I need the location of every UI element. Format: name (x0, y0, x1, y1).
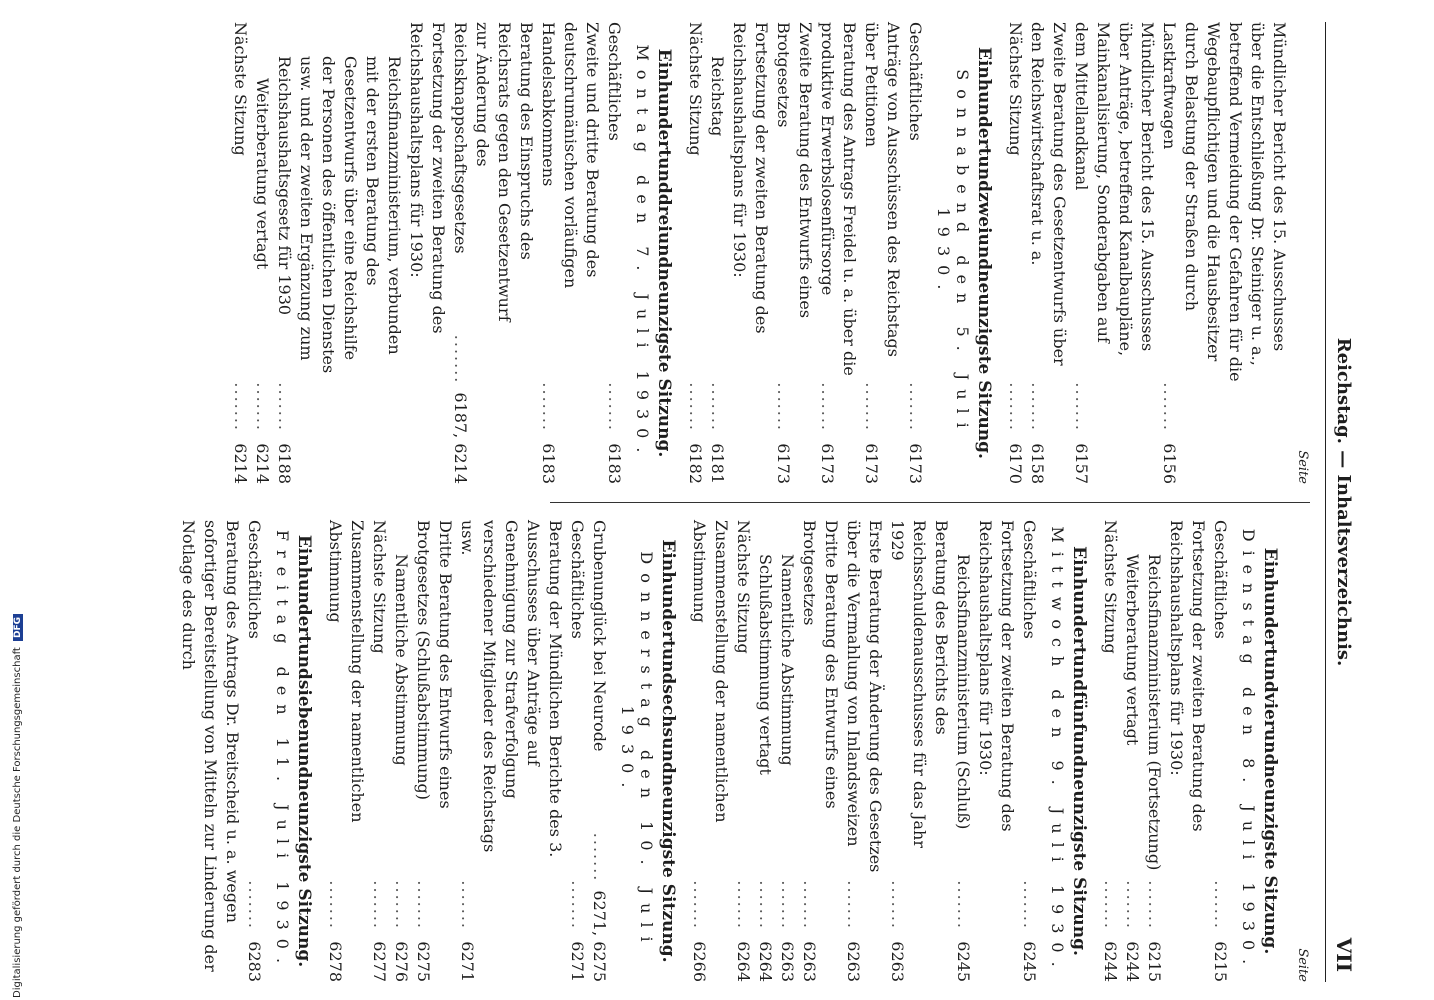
toc-entry (456, 520, 566, 982)
toc-entry (732, 520, 754, 982)
toc-entry-text: Zweite und dritte Beratung des deutschrumänischen vorläufigen Handelsabkommens (539, 22, 602, 289)
session-title: Einhundertundzweiundneunzigste Sitzung. (974, 47, 994, 459)
leader-dots: ....... (275, 382, 294, 432)
toc-entry-page: 6278 (326, 941, 345, 982)
toc-entry-text: Namentliche Abstimmung (392, 554, 411, 766)
toc-entry-page: 6187, 6214 (451, 392, 470, 484)
leader-dots: ....... (800, 880, 819, 930)
session-title: Einhundertundfünfundneunzigste Sitzung. (1069, 546, 1089, 956)
toc-entry-text: Dritte Beratung des Entwurfs eines Brotgesetzes (800, 520, 841, 809)
toc-entry (324, 520, 368, 982)
dfg-logo: DFG (13, 614, 23, 641)
left-top-entries (1004, 22, 1290, 484)
toc-entry-text: Fortsetzung der zweiten Beratung des Reichshaushaltsplans für 1930: (730, 22, 771, 334)
toc-entry-page: 6264 (756, 941, 775, 982)
page-header (1325, 22, 1356, 982)
toc-entry (688, 520, 732, 982)
toc-entry-page: 6173 (818, 443, 837, 484)
toc-entry-page: 6245 (1020, 941, 1039, 982)
toc-entry-text: Zusammenstellung der namentlichen Abstimmung (326, 520, 367, 823)
toc-entry-text: Beratung der Mündlichen Berichte des 3. Ausschusses über Anträge auf Genehmigung zur Strafverfolgung verschiedener Mitglieder des Reichstags usw. (458, 520, 565, 858)
toc-entry-page: 6245 (954, 941, 973, 982)
toc-entry-text: Beratung des Einspruchs des Reichsrats gegen den Gesetzentwurf zur Änderung des Reichsknappschaftsgesetzes (451, 22, 536, 322)
toc-entry-text: Nächste Sitzung (370, 520, 389, 654)
toc-entry (860, 22, 904, 484)
leader-dots: ....... (1160, 382, 1179, 432)
toc-entry (904, 22, 926, 484)
toc-entry (886, 520, 952, 982)
toc-entry-text: Weiterberatung vertagt (1123, 554, 1142, 746)
toc-entry-text: Nächste Sitzung (1006, 22, 1025, 156)
toc-entry (566, 520, 588, 982)
toc-entry (273, 22, 405, 484)
toc-entry-text: Reichsfinanzministerium (Fortsetzung) (1145, 554, 1164, 871)
left-column (130, 22, 1310, 484)
toc-entry-text: Geschäftliches (906, 22, 925, 141)
toc-entry-page: 6263 (844, 941, 863, 982)
toc-entry (684, 22, 706, 484)
leader-dots: ....... (778, 880, 797, 930)
leader-dots: ....... (392, 880, 411, 930)
leader-dots: ....... (1020, 880, 1039, 930)
session-section (684, 22, 994, 484)
leader-dots: ....... (414, 880, 433, 930)
toc-entry-text: Fortsetzung der zweiten Beratung des Reichshaushaltsplans für 1930: (1167, 520, 1208, 832)
leader-dots: ....... (734, 880, 753, 930)
toc-entry (842, 520, 886, 982)
toc-entry-page: 6283 (245, 941, 264, 982)
toc-entry-page: 6276 (392, 941, 411, 982)
leader-dots: ....... (1145, 880, 1164, 930)
leader-dots: ....... (774, 382, 793, 432)
toc-entry-page: 6266 (690, 941, 709, 982)
toc-entry-page: 6181 (708, 443, 727, 484)
leader-dots: ....... (818, 382, 837, 432)
leader-dots: ....... (326, 880, 345, 930)
session-section (1099, 520, 1280, 982)
toc-entry (798, 520, 842, 982)
leader-dots: ....... (686, 382, 705, 432)
toc-entry-page: 6264 (734, 941, 753, 982)
toc-entry-text: Mündlicher Bericht des 15. Ausschusses über die Entschließung Dr. Steiniger u. a., betreffend Vermeidung der Gefahren für die Wegebaupflichtigen und die Hausbesitzer durch Belastung der Straßen durch Lastkraftwagen (1160, 22, 1289, 382)
leader-dots: ....... (370, 880, 389, 930)
toc-entry-page: 6275 (414, 941, 433, 982)
leader-dots: ....... (1006, 382, 1025, 432)
toc-entry (1099, 520, 1121, 982)
toc-entry (177, 520, 243, 982)
toc-entry-text: Grubenunglück bei Neurode (590, 520, 609, 752)
toc-entry (449, 22, 537, 484)
toc-entry (974, 520, 1018, 982)
toc-entry (952, 520, 974, 982)
toc-entry (1209, 520, 1231, 982)
toc-entry (776, 520, 798, 982)
session-section (324, 520, 678, 982)
toc-entry-page: 6244 (1101, 941, 1120, 982)
session-date: Mittwoch den 9. Juli 1930. (1048, 526, 1067, 976)
toc-entry (405, 22, 449, 484)
toc-entry-text: Nächste Sitzung (734, 520, 753, 654)
toc-entry-text: Geschäftliches (245, 520, 264, 639)
toc-entry-text: Reichsfinanzministerium, verbunden mit der ersten Beratung des Gesetzentwurfs über eine Reichshilfe der Personen des öffentlichen Dienstes usw. und der zweiten Ergänzung zum Reichshaushaltsgesetz für 1930 (275, 56, 404, 374)
leader-dots: ....... (756, 880, 775, 930)
toc-entry-page: 6271 (568, 941, 587, 982)
toc-entry-text: Anträge von Ausschüssen des Reichstags über Petitionen (862, 22, 903, 358)
leader-dots: ....... (245, 880, 264, 930)
leader-dots: ....... (231, 382, 250, 432)
toc-entry-page: 6263 (888, 941, 907, 982)
toc-entry-text: Beratung des Antrags Dr. Breitscheid u. a. wegen sofortiger Bereitstellung von Mitteln zur Linderung der Notlage des durch (179, 520, 242, 972)
toc-entry (1165, 520, 1209, 982)
toc-entry-text: Reichstag (708, 56, 727, 137)
leader-dots: ....... (539, 382, 558, 432)
toc-entry-text: Geschäftliches (605, 22, 624, 141)
toc-entry (754, 520, 776, 982)
credit-text-container (12, 614, 23, 998)
leader-dots: ....... (862, 382, 881, 432)
toc-entry-text: Fortsetzung der zweiten Beratung des Reichshaushaltsplans für 1930: (976, 520, 1017, 832)
leader-dots: ....... (590, 832, 609, 883)
toc-entry-page: 6173 (774, 443, 793, 484)
leader-dots: ....... (451, 334, 470, 385)
toc-entry-page: 6173 (862, 443, 881, 484)
toc-entry-text: Zweite Beratung des Entwurfs eines Brotgesetzes (774, 22, 815, 319)
toc-entry-page: 6182 (686, 443, 705, 484)
toc-entry-page: 6183 (605, 443, 624, 484)
toc-entry-text: Zweite Beratung des Gesetzentwurfs über den Reichswirtschaftsrat u. a. (1028, 22, 1069, 366)
left-sections (229, 22, 994, 484)
page-title: Reichstag. — Inhaltsverzeichnis. (1333, 337, 1354, 667)
toc-entry-page: 6214 (253, 443, 272, 484)
toc-entry-page: 6263 (800, 941, 819, 982)
toc-entry-text: Mündlicher Bericht des 15. Ausschusses über Anträge, betreffend Kanalbaupläne, Mainkanalisierung, Sonderabgaben auf dem Mittellandkanal (1072, 22, 1157, 357)
leader-dots: ....... (690, 880, 709, 930)
toc-entry (251, 22, 273, 484)
credit-text: Digitalisierung gefördert durch die Deutsche Forschungsgemeinschaft (12, 647, 23, 998)
toc-entry (1004, 22, 1026, 484)
column-divider (550, 502, 1310, 503)
toc-entry-page: 6214 (231, 443, 250, 484)
toc-entry (706, 22, 728, 484)
toc-entry-page: 6170 (1006, 443, 1025, 484)
toc-entry (603, 22, 625, 484)
leader-dots: ....... (954, 880, 973, 930)
toc-entry (368, 520, 390, 982)
seite-label: Seite (1295, 450, 1310, 484)
toc-entry-page: 6156 (1160, 443, 1179, 484)
toc-entry-text: Dritte Beratung des Entwurfs eines Brotgesetzes (Schlußabstimmung) (414, 520, 455, 809)
leader-dots: ....... (1028, 382, 1047, 432)
toc-entry-text: Erste Beratung der Änderung des Gesetzes über die Vermahlung von Inlandsweizen (844, 520, 885, 873)
toc-entry-page: 6263 (778, 941, 797, 982)
toc-entry-page: 6244 (1123, 941, 1142, 982)
toc-entry-page: 6215 (1145, 941, 1164, 982)
toc-entry-page: 6188 (275, 443, 294, 484)
leader-dots: ....... (458, 880, 477, 930)
session-section (688, 520, 1089, 982)
toc-entry-text: Beratung des Berichts des Reichsschuldenausschusses für das Jahr 1929 (888, 520, 951, 848)
toc-entry-text: Nächste Sitzung (686, 22, 705, 156)
toc-entry (772, 22, 816, 484)
toc-entry (390, 520, 412, 982)
session-date: Sonnabend den 5. Juli 1930. (934, 69, 972, 437)
right-column (130, 520, 1310, 982)
leader-dots: ....... (1123, 880, 1142, 930)
leader-dots: ....... (253, 382, 272, 432)
session-section (177, 520, 314, 982)
page-number: VII (1332, 937, 1356, 972)
toc-entry (1070, 22, 1158, 484)
leader-dots: ....... (605, 382, 624, 432)
toc-entry (412, 520, 456, 982)
toc-entry-text: Reichsfinanzministerium (Schluß) (954, 554, 973, 830)
toc-entry-text: Geschäftliches (568, 520, 587, 639)
toc-entry-page: 6277 (370, 941, 389, 982)
toc-entry (816, 22, 860, 484)
toc-entry-text: Fortsetzung der zweiten Beratung des Reichshaushaltsplans für 1930: (407, 22, 448, 334)
toc-entry-text: Schlußabstimmung vertagt (756, 554, 775, 775)
toc-entry-text: Geschäftliches (1020, 520, 1039, 639)
session-title: Einhundertunddreiundneunzigste Sitzung. (654, 48, 674, 458)
session-date: Montag den 7. Juli 1930. (633, 44, 652, 462)
session-date: Freitag den 11. Juli 1930. (273, 529, 292, 973)
toc-entry-page: 6183 (539, 443, 558, 484)
toc-entry-text: Namentliche Abstimmung (778, 554, 797, 766)
toc-entry (1158, 22, 1290, 484)
toc-entry (1121, 520, 1143, 982)
leader-dots: ....... (1211, 880, 1230, 930)
toc-entry (728, 22, 772, 484)
session-section (229, 22, 674, 484)
toc-entry-text: Weiterberatung vertagt (253, 78, 272, 270)
toc-entry-text: Geschäftliches (1211, 520, 1230, 639)
toc-entry-page: 6215 (1211, 941, 1230, 982)
credit-strip (0, 0, 24, 1000)
leader-dots: ....... (844, 880, 863, 930)
leader-dots: ....... (906, 382, 925, 432)
session-date: Dienstag den 8. Juli 1930. (1239, 528, 1258, 974)
toc-entry-page: 6158 (1028, 443, 1047, 484)
leader-dots: ....... (888, 880, 907, 930)
toc-entry-page: 6157 (1072, 443, 1091, 484)
toc-entry (537, 22, 603, 484)
leader-dots: ....... (1101, 880, 1120, 930)
toc-entry (1143, 520, 1165, 982)
toc-entry-text: Nächste Sitzung (1101, 520, 1120, 654)
toc-entry-page: 6271 (458, 941, 477, 982)
seite-label: Seite (1295, 948, 1310, 982)
toc-entry-page: 6271, 6275 (590, 890, 609, 982)
session-title: Einhundertundvierundneunzigste Sitzung. (1260, 547, 1280, 955)
session-title: Einhundertundsechsundneunzigste Sitzung. (658, 539, 678, 963)
toc-entry-text: Beratung des Antrags Freidel u. a. über die produktive Erwerbslosenfürsorge (818, 22, 859, 376)
toc-entry (243, 520, 265, 982)
leader-dots: ....... (708, 382, 727, 432)
right-sections (177, 520, 1280, 982)
session-title: Einhundertundsiebenundneunzigste Sitzung. (294, 534, 314, 968)
toc-entry (1026, 22, 1070, 484)
toc-entry-text: Zusammenstellung der namentlichen Abstimmung (690, 520, 731, 823)
toc-entry-text: Nächste Sitzung (231, 22, 250, 156)
toc-entry-page: 6173 (906, 443, 925, 484)
session-date: Donnerstag den 10. Juli 1930. (618, 551, 656, 951)
toc-entry (229, 22, 251, 484)
leader-dots: ....... (1072, 382, 1091, 432)
toc-entry (1018, 520, 1040, 982)
leader-dots: ....... (568, 880, 587, 930)
document-page (112, 22, 1362, 982)
toc-entry (588, 520, 610, 982)
